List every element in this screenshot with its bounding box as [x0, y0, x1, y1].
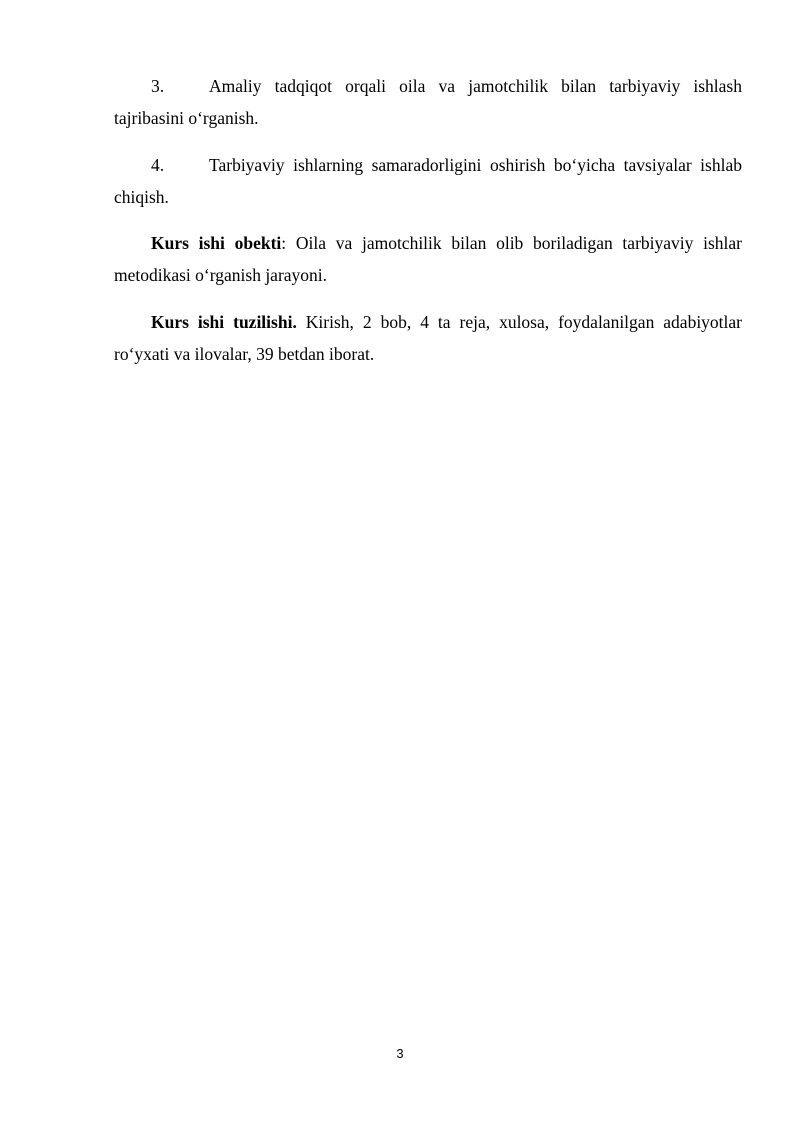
- course-structure-label: Kurs ishi tuzilishi.: [151, 312, 297, 332]
- course-object-text: : Oila va jamotchilik bilan olib boriladigan tarbiyaviy ishlar metodikasi o‘rganish jarayoni.: [114, 233, 742, 285]
- course-structure-paragraph: [114, 306, 742, 370]
- course-structure-text: Kirish, 2 bob, 4 ta reja, xulosa, foydalanilgan adabiyotlar ro‘yxati va ilovalar, 39 betdan iborat.: [114, 312, 742, 364]
- page-number: 3: [396, 1046, 404, 1061]
- list-item-4: [114, 149, 742, 213]
- list-item-text: Amaliy tadqiqot orqali oila va jamotchilik bilan tarbiyaviy ishlash tajribasini o‘rganish.: [114, 76, 742, 128]
- course-object-label: Kurs ishi obekti: [151, 233, 282, 253]
- list-item-3: [114, 70, 742, 134]
- list-item-number: 4.: [151, 155, 165, 175]
- list-item-text: Tarbiyaviy ishlarning samaradorligini oshirish bo‘yicha tavsiyalar ishlab chiqish.: [114, 155, 742, 207]
- course-object-paragraph: [114, 227, 742, 291]
- list-item-number: 3.: [151, 76, 165, 96]
